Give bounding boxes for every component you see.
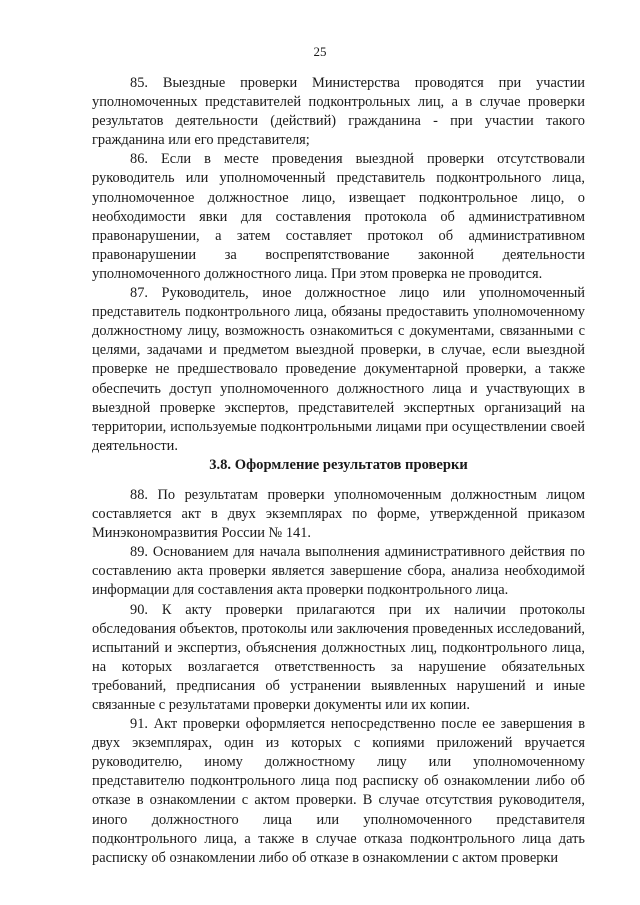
page-number: 25 bbox=[313, 44, 327, 59]
paragraph-91: 91. Акт проверки оформляется непосредственно после ее завершения в двух экземплярах, один из которых с копиями приложений вручается руководителю, иному должностному лицу или уполномоченному представителю подконтрольного лица под расписку об ознакомлении либо об отказе в ознакомлении с актом проверки. В случае отсутствия руководителя, иного должностного лица или уполномоченного представителя подконтрольного лица, а также в случае отказа подконтрольного лица дать расписку об ознакомлении либо об отказе в ознакомлении с актом проверки bbox=[92, 716, 585, 866]
paragraph-86: 86. Если в месте проведения выездной проверки отсутствовали руководитель или уполномоченный представитель подконтрольного лица, уполномоченное должностное лицо, извещает подконтрольное лицо, о необходимости явки для составления протокола об административном правонарушении, а затем составляет протокол об административном правонарушении за воспрепятствование законной деятельности уполномоченного должностного лица. При этом проверка не проводится. bbox=[92, 151, 585, 282]
paragraph-87: 87. Руководитель, иное должностное лицо или уполномоченный представитель подконтрольного лица, обязаны предоставить уполномоченному должностному лицу, возможность ознакомиться с документами, связанными с целями, задачами и предметом выездной проверки, в случае, если выездной проверке не предшествовало проведение документарной проверки, а также обеспечить доступ уполномоченного должностного лица и участвующих в выездной проверке экспертов, представителей экспертных организаций на территории, используемые подконтрольными лицами при осуществлении своей деятельности. bbox=[92, 285, 585, 454]
paragraph-89: 89. Основанием для начала выполнения административного действия по составлению акта проверки является завершение сбора, анализа необходимой информации для составления акта проверки подконтрольного лица. bbox=[92, 544, 585, 599]
paragraph-88: 88. По результатам проверки уполномоченным должностным лицом составляется акт в двух экземплярах по форме, утвержденной приказом Минэкономразвития России № 141. bbox=[92, 486, 585, 542]
paragraph-90: 90. К акту проверки прилагаются при их наличии протоколы обследования объектов, протоколы или заключения проведенных исследований, испытаний и экспертиз, объяснения должностных лиц, подконтрольного лица, на которых возлагается ответственность за нарушение обязательных требований, предписания об устранении выявленных нарушений и иные связанные с результатами проверки документы или их копии. bbox=[92, 601, 585, 713]
section-heading: 3.8. Оформление результатов проверки bbox=[209, 456, 468, 473]
document-body bbox=[92, 74, 585, 868]
paragraph-85: 85. Выездные проверки Министерства проводятся при участии уполномоченных представителей подконтрольных лиц, а в случае проверки результатов деятельности (действий) гражданина - при участии такого гражданина или его представителя; bbox=[92, 75, 585, 149]
